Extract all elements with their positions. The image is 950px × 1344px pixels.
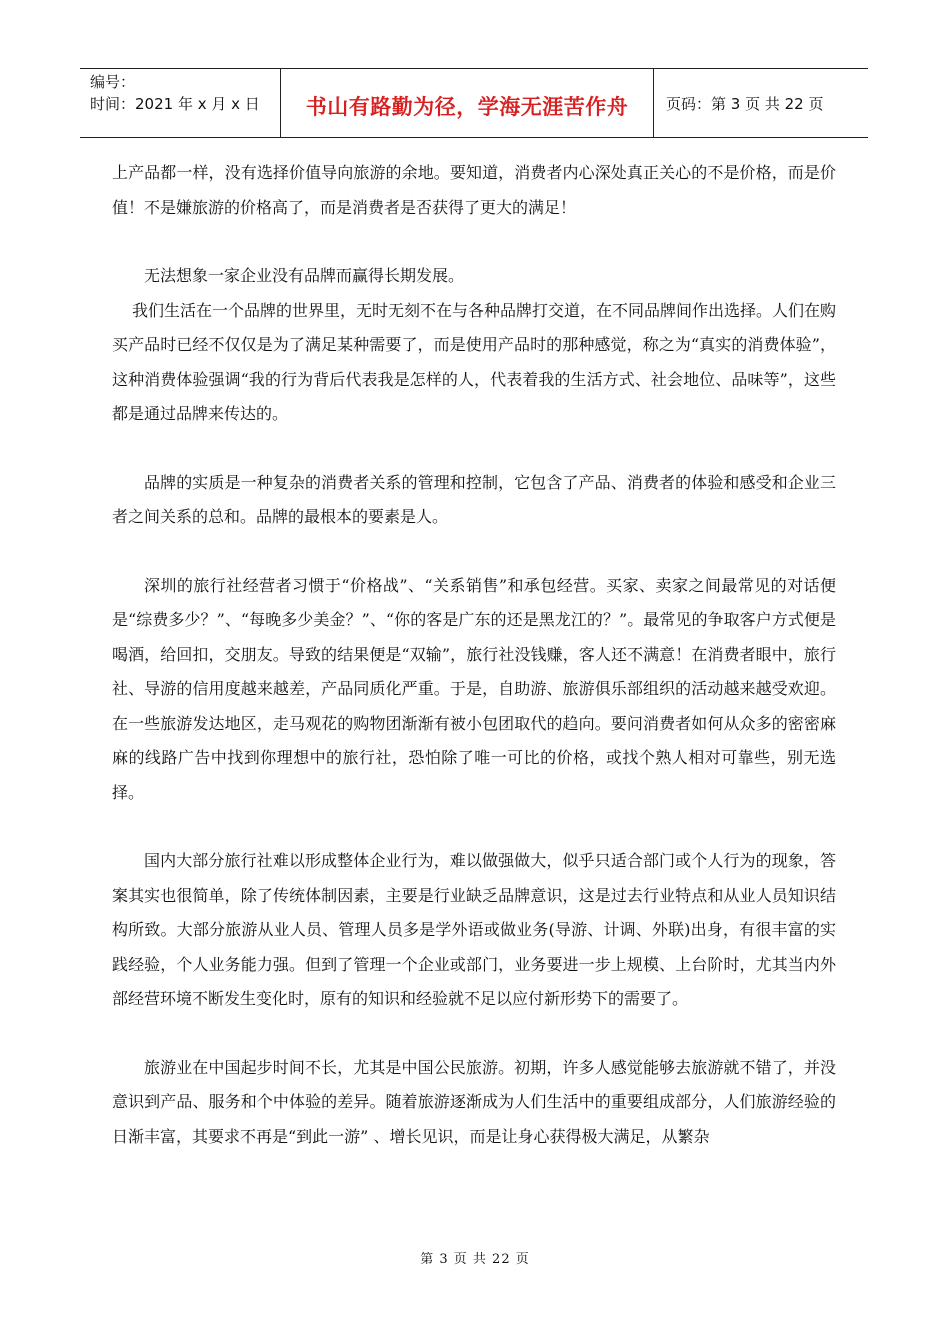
page-footer: 第 3 页 共 22 页 — [420, 1252, 530, 1267]
paragraph: 深圳的旅行社经营者习惯于“价格战”、“关系销售”和承包经营。买家、卖家之间最常见的对话便是“综费多少？”、“每晚多少美金？”、“你的客是广东的还是黑龙江的？”。最常见的争取客户方式便是喝酒，给回扣，交朋友。导致的结果便是“双输”，旅行社没钱赚，客人还不满意！在消费者眼中，旅行社、导游的信用度越来越差，产品同质化严重。于是，自助游、旅游俱乐部组织的活动越来越受欢迎。在一些旅游发达地区，走马观花的购物团渐渐有被小包团取代的趋向。要问消费者如何从众多的密密麻麻的线路广告中找到你理想中的旅行社，恐怕除了唯一可比的价格，或找个熟人相对可靠些，别无选择。 — [112, 575, 836, 802]
paragraph: 上产品都一样，没有选择价值导向旅游的余地。要知道，消费者内心深处真正关心的不是价格，而是价值！不是嫌旅游的价格高了，而是消费者是否获得了更大的满足！ — [112, 163, 836, 217]
document-number-label: 编号： — [90, 73, 136, 91]
paragraph: 旅游业在中国起步时间不长，尤其是中国公民旅游。初期，许多人感觉能够去旅游就不错了，并没意识到产品、服务和个中体验的差异。随着旅游逐渐成为人们生活中的重要组成部分，人们旅游经验的日渐丰富，其要求不再是“到此一游” 、增长见识，而是让身心获得极大满足，从繁杂 — [112, 1057, 836, 1146]
paragraph: 品牌的实质是一种复杂的消费者关系的管理和控制，它包含了产品、消费者的体验和感受和企业三者之间关系的总和。品牌的最根本的要素是人。 — [112, 472, 836, 526]
header-motto: 书山有路勤为径，学海无涯苦作舟 — [281, 69, 654, 137]
paragraph: 无法想象一家企业没有品牌而赢得长期发展。 — [144, 266, 465, 285]
document-body — [112, 156, 836, 1154]
header-meta — [80, 69, 281, 137]
header-page-info: 页码：第 3 页 共 22 页 — [666, 94, 824, 113]
document-date-label: 时间：2021 年 x 月 x 日 — [90, 95, 260, 113]
page-header — [80, 68, 868, 138]
paragraph: 国内大部分旅行社难以形成整体企业行为，难以做强做大，似乎只适合部门或个人行为的现象，答案其实也很简单，除了传统体制因素，主要是行业缺乏品牌意识，这是过去行业特点和从业人员知识结构所致。大部分旅游从业人员、管理人员多是学外语或做业务(导游、计调、外联)出身，有很丰富的实践经验，个人业务能力强。但到了管理一个企业或部门，业务要进一步上规模、上台阶时，尤其当内外部经营环境不断发生变化时，原有的知识和经验就不足以应付新形势下的需要了。 — [112, 851, 836, 1008]
paragraph: 我们生活在一个品牌的世界里，无时无刻不在与各种品牌打交道，在不同品牌间作出选择。人们在购买产品时已经不仅仅是为了满足某种需要了，而是使用产品时的那种感觉，称之为“真实的消费体验”，这种消费体验强调“我的行为背后代表我是怎样的人，代表着我的生活方式、社会地位、品味等”，这些都是通过品牌来传达的。 — [112, 300, 837, 423]
